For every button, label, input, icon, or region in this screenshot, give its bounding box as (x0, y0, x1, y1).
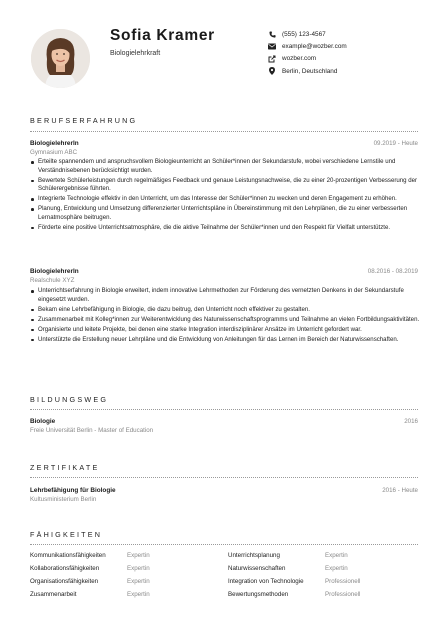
skill-name: Bewertungsmethoden (228, 591, 289, 598)
portrait-image (31, 29, 90, 88)
skill-item (30, 591, 225, 603)
contact-phone (268, 28, 347, 40)
link-icon (268, 55, 276, 63)
candidate-title: Biologielehrkraft (110, 50, 161, 57)
job-bullet: Bewertete Schülerleistungen durch regelmäßiges Feedback und genaue Leistungsnachweise, die zu einer 20-prozentigen Verbesserung der Schülerergebnisse führten. (30, 177, 420, 194)
skill-item (30, 578, 225, 590)
job-bullet: Unterrichtserfahrung in Biologie erweitert, indem innovative Lehrmethoden zur Förderung des vernetzten Denkens in der Sekundarstufe eingesetzt wurden. (30, 287, 420, 304)
skill-level: Expertin (127, 578, 150, 585)
skill-name: Organisationsfähigkeiten (30, 578, 99, 585)
section-divider (30, 131, 418, 132)
skill-level: Expertin (325, 552, 348, 559)
section-title-education: BILDUNGSWEG (30, 395, 109, 404)
education-institution: Freie Universität Berlin - Master of Education (30, 427, 154, 434)
skill-name: Kollaborationsfähigkeiten (30, 565, 100, 572)
resume-header (0, 0, 448, 100)
job-bullet: Integrierte Technologie effektiv in den Unterricht, um das Interesse der Schüler*innen zu wecken und deren Engagement zu erhöhen. (30, 195, 420, 204)
section-title-experience: BERUFSERFAHRUNG (30, 116, 138, 125)
candidate-name: Sofia Kramer (110, 27, 215, 44)
skill-level: Professionell (325, 578, 361, 585)
section-divider (30, 544, 418, 545)
job-bullets (30, 287, 420, 346)
job-date: 08.2016 - 08.2019 (367, 268, 418, 275)
skill-name: Kommunikationsfähigkeiten (30, 552, 106, 559)
contact-location-text: Berlin, Deutschland (282, 67, 338, 75)
skill-item (228, 552, 423, 564)
skill-item (228, 565, 423, 577)
section-title-certificates: ZERTIFIKATE (30, 463, 100, 472)
skill-level: Professionell (325, 591, 361, 598)
profile-photo (31, 29, 90, 88)
job-bullets (30, 158, 420, 234)
skill-name: Zusammenarbeit (30, 591, 77, 598)
education-title: Biologie (30, 418, 56, 425)
skill-name: Naturwissenschaften (228, 565, 286, 572)
job-title: BiologielehrerIn (30, 268, 79, 275)
contact-email-text[interactable]: example@wozber.com (282, 42, 347, 50)
certificate-issuer: Kultusministerium Berlin (30, 496, 97, 503)
skill-item (30, 552, 225, 564)
phone-icon (268, 30, 276, 38)
skill-item (228, 591, 423, 603)
section-divider (30, 409, 418, 410)
job-employer: Gymnasium ABC (30, 149, 78, 156)
job-bullet: Förderte eine positive Unterrichtsatmosphäre, die die aktive Teilnahme der Schüler*innen und den Respekt für Vielfalt unterstützte. (30, 224, 420, 233)
contact-email (268, 40, 347, 52)
job-bullet: Planung, Entwicklung und Umsetzung differenzierter Unterrichtspläne in Übereinstimmung mit den Lehrplänen, die zu einer verbesserten Lernatmosphäre beitrugen. (30, 205, 420, 222)
skill-item (228, 578, 423, 590)
section-title-skills: FÄHIGKEITEN (30, 530, 103, 539)
skill-level: Expertin (127, 552, 150, 559)
certificate-date: 2016 - Heute (382, 487, 418, 494)
skill-item (30, 565, 225, 577)
contact-location (268, 65, 347, 77)
skill-level: Expertin (127, 591, 150, 598)
section-divider (30, 477, 418, 478)
job-employer: Realschule XYZ (30, 277, 75, 284)
job-bullet: Bekam eine Lehrbefähigung in Biologie, die dazu beitrug, den Unterricht noch effektiver zu gestalten. (30, 306, 420, 315)
job-bullet: Unterstützte die Erstellung neuer Lehrpläne und die Entwicklung von Anleitungen für das Lernen im Bereich der Naturwissenschaften. (30, 336, 420, 345)
skill-level: Expertin (325, 565, 348, 572)
job-date: 09.2019 - Heute (373, 140, 418, 147)
skill-level: Expertin (127, 565, 150, 572)
contact-website-text[interactable]: wozber.com (282, 55, 317, 63)
job-title: BiologielehrerIn (30, 140, 79, 147)
certificate-title: Lehrbefähigung für Biologie (30, 487, 116, 494)
contact-list (268, 28, 347, 77)
education-date: 2016 (404, 418, 418, 425)
job-bullet: Organisierte und leitete Projekte, bei denen eine starke Integration interdisziplinärer Ansätze im Unterricht gefordert war. (30, 326, 420, 335)
skill-name: Unterrichtsplanung (228, 552, 280, 559)
contact-website (268, 53, 347, 65)
skill-name: Integration von Technologie (228, 578, 304, 585)
email-icon (268, 42, 276, 50)
location-pin-icon (268, 67, 276, 75)
job-bullet: Zusammenarbeit mit Kolleg*innen zur Weiterentwicklung des Naturwissenschaftsprogramms und Teilnahme an vielen Fortbildungsaktivitäten. (30, 316, 420, 325)
job-bullet: Erteilte spannendem und anspruchsvollem Biologieunterricht an Schüler*innen der Sekundarstufe, wobei verschiedene Lernstile und Verständnisebenen berücksichtigt wurden. (30, 158, 420, 175)
contact-phone-text[interactable]: (555) 123-4567 (282, 30, 326, 38)
